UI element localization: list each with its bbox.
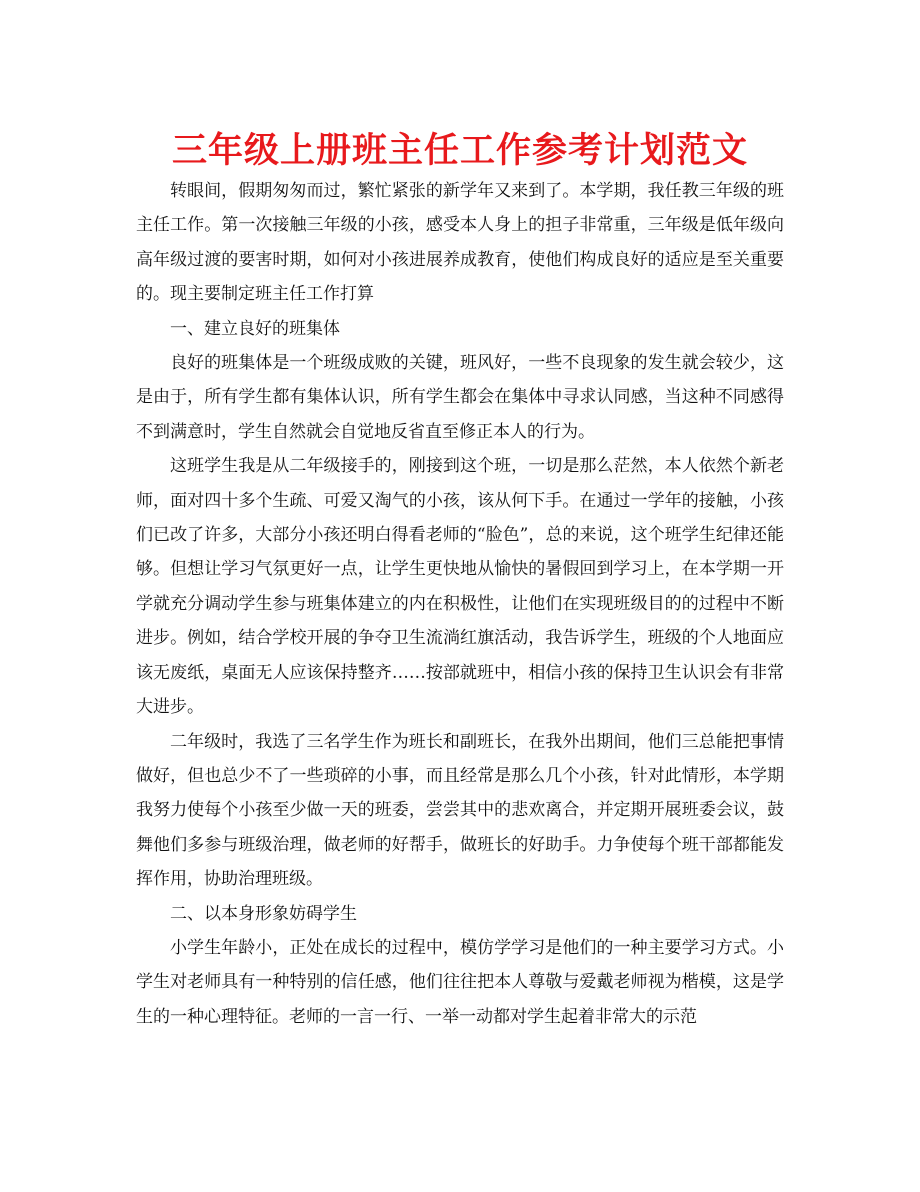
paragraph: 小学生年龄小，正处在成长的过程中，模仿学学习是他们的一种主要学习方式。小学生对老师具有一种特别的信任感，他们往往把本人尊敬与爱戴老师视为楷模，这是学生的一种心理特征。老师的一言一行、一举一动都对学生起着非常大的示范 bbox=[136, 937, 784, 1027]
paragraph: 这班学生我是从二年级接手的，刚接到这个班，一切是那么茫然，本人依然个新老师，面对四十多个生疏、可爱又淘气的小孩，该从何下手。在通过一学年的接触，小孩们已改了许多，大部分小孩还明白得看老师的“脸色”，总的来说，这个班学生纪律还能够。但想让学习气氛更好一点，让学生更快地从愉快的暑假回到学习上，在本学期一开学就充分调动学生参与班集体建立的内在积极性，让他们在实现班级目的的过程中不断进步。例如，结合学校开展的争夺卫生流淌红旗活动，我告诉学生，班级的个人地面应该无废纸，桌面无人应该保持整齐……按部就班中，相信小孩的保持卫生认识会有非常大进步。 bbox=[136, 456, 784, 718]
paragraph: 二年级时，我选了三名学生作为班长和副班长，在我外出期间，他们三总能把事情做好，但也总少不了一些琐碎的小事，而且经常是那么几个小孩，针对此情形，本学期我努力使每个小孩至少做一天的班委，尝尝其中的悲欢离合，并定期开展班委会议，鼓舞他们多参与班级治理，做老师的好帮手，做班长的好助手。力争使每个班干部都能发挥作用，协助治理班级。 bbox=[136, 731, 784, 890]
document-body bbox=[136, 174, 784, 1034]
section-heading-2: 二、以本身形象妨碍学生 bbox=[170, 903, 357, 924]
section-heading-1: 一、建立良好的班集体 bbox=[170, 318, 340, 339]
paragraph-intro: 转眼间，假期匆匆而过，繁忙紧张的新学年又来到了。本学期，我任教三年级的班主任工作。第一次接触三年级的小孩，感受本人身上的担子非常重，三年级是低年级向高年级过渡的要害时期，如何对小孩进展养成教育，使他们构成良好的适应是至关重要的。现主要制定班主任工作打算 bbox=[136, 181, 784, 305]
document-title: 三年级上册班主任工作参考计划范文 bbox=[171, 130, 748, 171]
paragraph: 良好的班集体是一个班级成败的关键，班风好，一些不良现象的发生就会较少，这是由于，所有学生都有集体认识，所有学生都会在集体中寻求认同感，当这种不同感得不到满意时，学生自然就会自觉地反省直至修正本人的行为。 bbox=[136, 353, 784, 442]
